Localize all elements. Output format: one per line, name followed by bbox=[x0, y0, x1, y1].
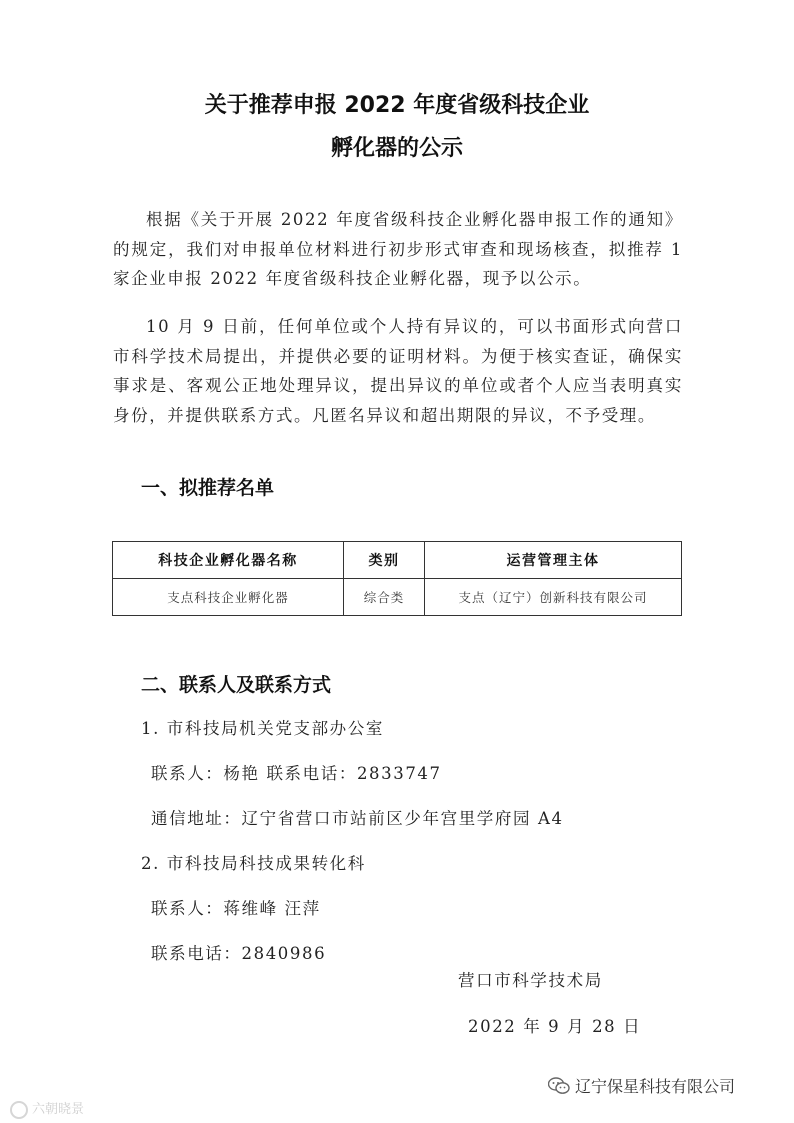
watermark-left-icon bbox=[10, 1101, 28, 1119]
doc-title-line1: 关于推荐申报 2022 年度省级科技企业 bbox=[204, 93, 590, 118]
table-header-name: 科技企业孵化器名称 bbox=[113, 542, 344, 579]
table-header-operator: 运营管理主体 bbox=[425, 542, 682, 579]
section2-heading: 二、联系人及联系方式 bbox=[141, 674, 332, 696]
watermark-right-text: 辽宁保星科技有限公司 bbox=[575, 1077, 736, 1096]
table-cell-operator: 支点（辽宁）创新科技有限公司 bbox=[425, 579, 682, 616]
table-header-row bbox=[113, 542, 682, 579]
objection-paragraph: 10 月 9 日前，任何单位或个人持有异议的，可以书面形式向营口市科学技术局提出，并提供必要的证明材料。为便于核实查证，确保实事求是、客观公正地处理异议，提出异议的单位或者个人应当表明真实身份，并提供联系方式。凡匿名异议和超出期限的异议，不予受理。 bbox=[113, 317, 683, 425]
table-header-category: 类别 bbox=[344, 542, 425, 579]
wechat-icon bbox=[548, 1077, 568, 1095]
signature-org: 营口市科学技术局 bbox=[458, 971, 603, 990]
recommend-table bbox=[112, 541, 682, 616]
watermark-right bbox=[548, 1074, 735, 1097]
signature-date: 2022 年 9 月 28 日 bbox=[468, 1017, 642, 1036]
watermark-left bbox=[10, 1098, 84, 1119]
contact2-person: 联系人：蒋维峰 汪萍 bbox=[151, 899, 321, 918]
section1-heading: 一、拟推荐名单 bbox=[141, 477, 275, 499]
watermark-left-text: 六朝晓景 bbox=[32, 1102, 85, 1117]
contact1-address: 通信地址：辽宁省营口市站前区少年宫里学府园 A4 bbox=[151, 809, 564, 828]
contact1-dept: 1. 市科技局机关党支部办公室 bbox=[141, 719, 384, 738]
doc-title-line2: 孵化器的公示 bbox=[330, 136, 463, 161]
contact2-phone: 联系电话：2840986 bbox=[151, 944, 327, 963]
table-cell-category: 综合类 bbox=[344, 579, 425, 616]
intro-paragraph: 根据《关于开展 2022 年度省级科技企业孵化器申报工作的通知》的规定，我们对申报单位材料进行初步形式审查和现场核查，拟推荐 1 家企业申报 2022 年度省级科技企业孵化器，现予以公示。 bbox=[113, 210, 683, 288]
contact1-person: 联系人：杨艳 联系电话：2833747 bbox=[151, 764, 442, 783]
contact2-dept: 2. 市科技局科技成果转化科 bbox=[141, 854, 366, 873]
table-row bbox=[113, 579, 682, 616]
table-cell-name: 支点科技企业孵化器 bbox=[113, 579, 344, 616]
